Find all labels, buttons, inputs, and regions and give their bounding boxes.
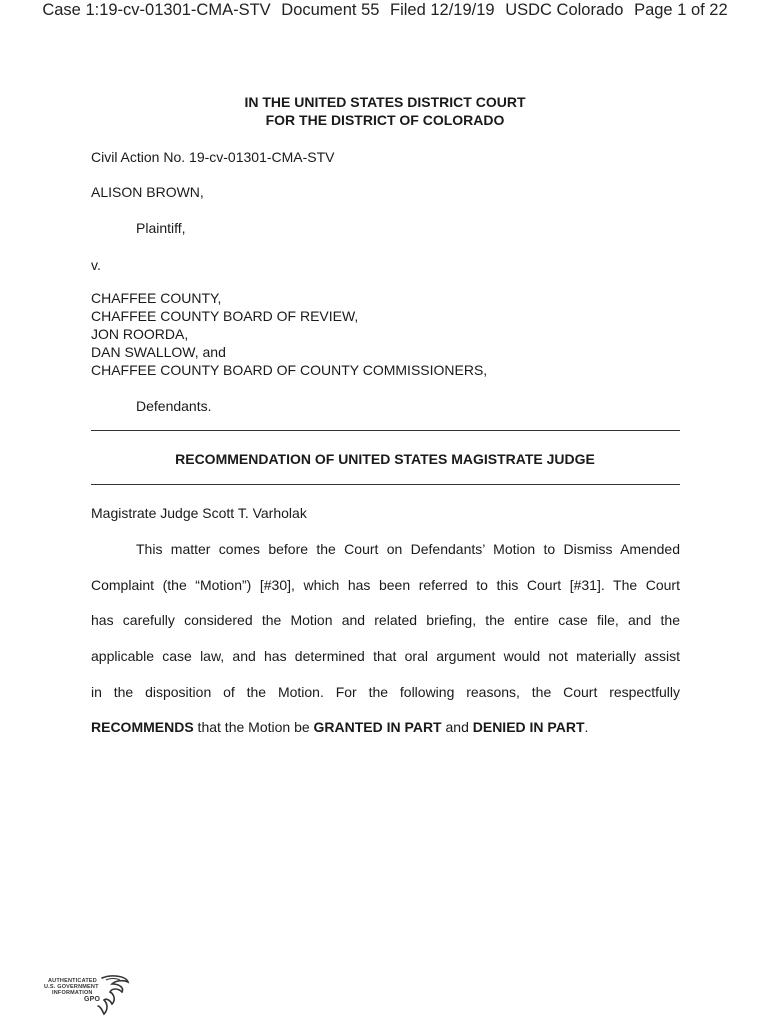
seal-text: INFORMATION [52, 990, 93, 996]
plaintiff-name: ALISON BROWN, [91, 184, 204, 200]
recommends-bold: RECOMMENDS [91, 719, 194, 735]
court-name-line2: FOR THE DISTRICT OF COLORADO [265, 112, 505, 128]
recommendation-text: that the Motion be [193, 719, 314, 735]
divider-top [91, 430, 680, 431]
paragraph-line: in the disposition of the Motion. For the following reasons, the Court respectfully [91, 684, 680, 700]
defendant-line: DAN SWALLOW, and [91, 344, 226, 360]
court-name-line1: IN THE UNITED STATES DISTRICT COURT [244, 94, 526, 110]
paragraph-line: has carefully considered the Motion and related briefing, the entire case file, and the [91, 612, 680, 628]
defendants-role: Defendants. [136, 398, 212, 414]
header-court: USDC Colorado [505, 1, 624, 19]
paragraph-line: This matter comes before the Court on Defendants’ Motion to Dismiss Amended [136, 541, 680, 557]
denied-in-part-bold: DENIED IN PART [472, 719, 585, 735]
defendant-line: JON ROORDA, [91, 326, 189, 342]
civil-action-number: Civil Action No. 19-cv-01301-CMA-STV [91, 149, 335, 165]
seal-text: AUTHENTICATED [48, 978, 97, 984]
recommendation-line [91, 719, 588, 735]
document-title: RECOMMENDATION OF UNITED STATES MAGISTRATE JUDGE [175, 451, 595, 467]
defendant-line: CHAFFEE COUNTY, [91, 290, 222, 306]
paragraph-line: applicable case law, and has determined that oral argument would not materially assist [91, 648, 680, 664]
judge-line: Magistrate Judge Scott T. Varholak [91, 505, 307, 521]
header-document-number: Document 55 [281, 1, 380, 19]
seal-text: U.S. GOVERNMENT [44, 984, 99, 990]
header-filed-date: Filed 12/19/19 [390, 1, 495, 19]
header-page-number: Page 1 of 22 [634, 1, 728, 19]
plaintiff-role: Plaintiff, [136, 220, 186, 236]
paragraph-line: Complaint (the “Motion”) [#30], which has been referred to this Court [#31]. The Court [91, 577, 680, 593]
divider-bottom [91, 484, 680, 485]
defendant-line: CHAFFEE COUNTY BOARD OF REVIEW, [91, 308, 359, 324]
defendant-line: CHAFFEE COUNTY BOARD OF COUNTY COMMISSIONERS, [91, 362, 488, 378]
gpo-authentication-seal [40, 972, 132, 1020]
seal-text: GPO [84, 996, 101, 1003]
versus: v. [91, 257, 101, 273]
recommendation-text: and [441, 719, 473, 735]
recommendation-text: . [584, 719, 589, 735]
ecf-header [0, 1, 770, 20]
header-case-number: Case 1:19-cv-01301-CMA-STV [42, 1, 271, 19]
granted-in-part-bold: GRANTED IN PART [313, 719, 442, 735]
